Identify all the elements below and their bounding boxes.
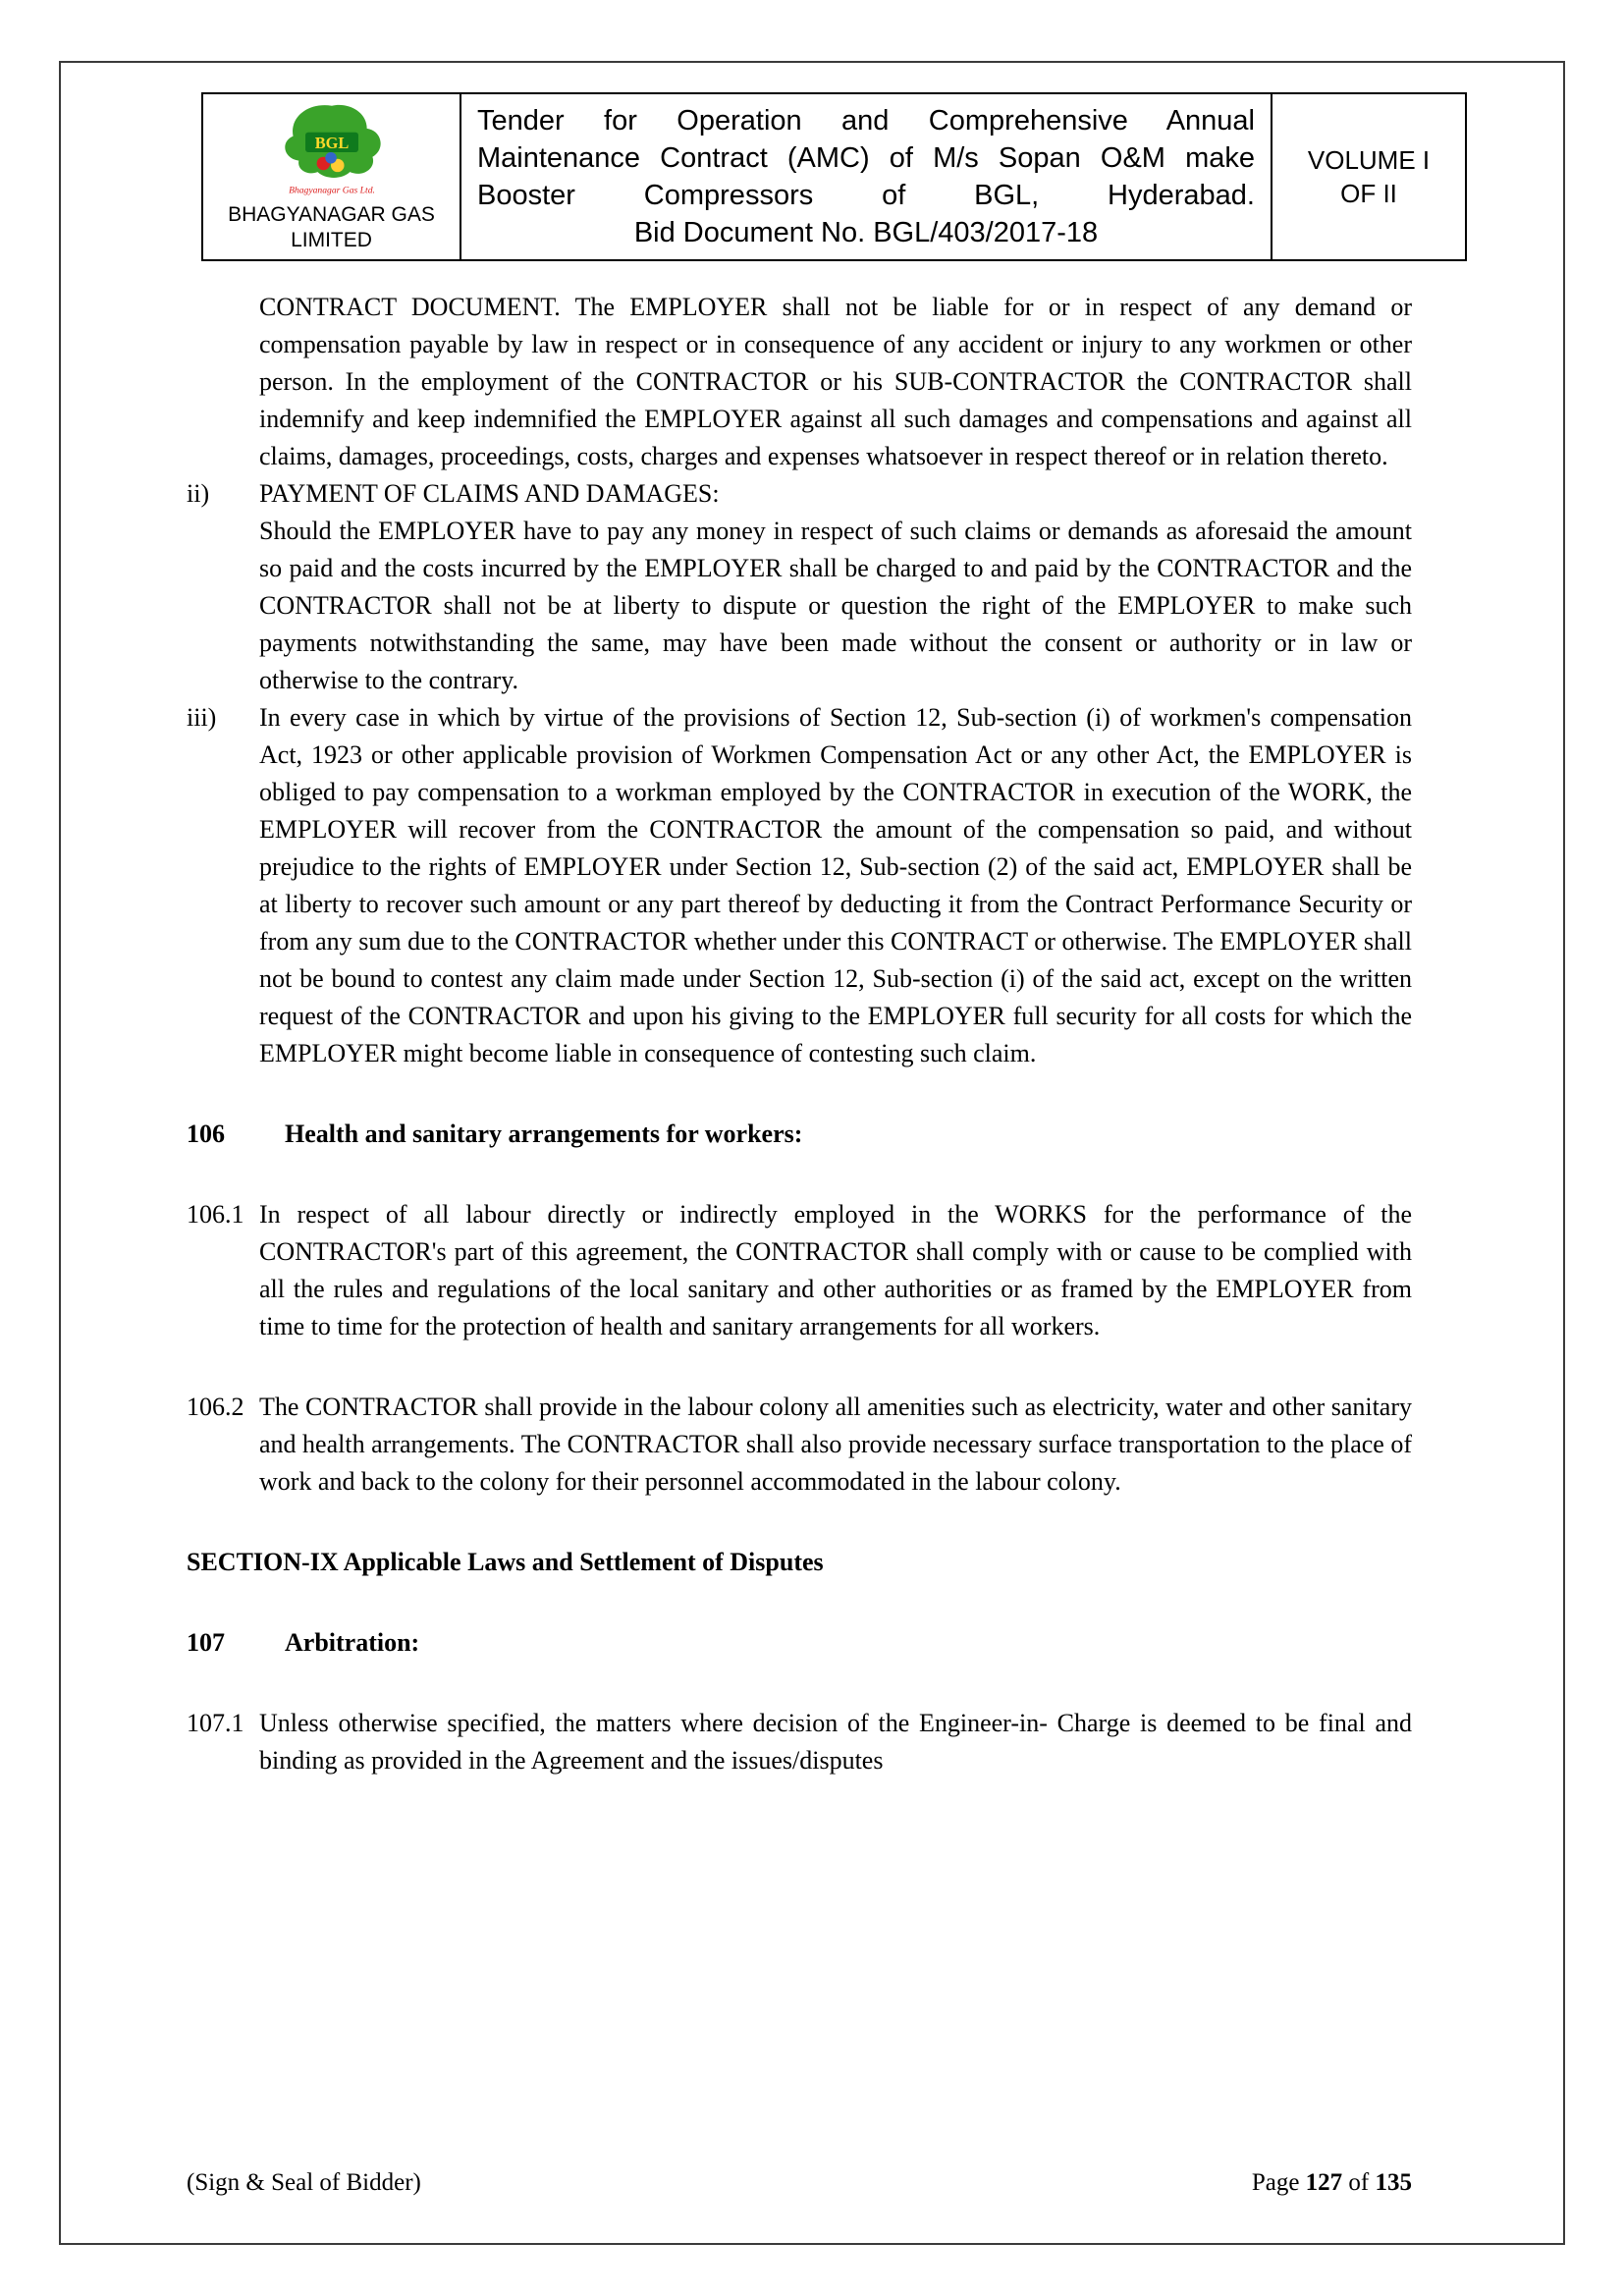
section-106-number: 106 — [187, 1120, 225, 1148]
payment-of-claims-heading: PAYMENT OF CLAIMS AND DAMAGES: — [259, 479, 720, 508]
tender-title: Tender for Operation and Comprehensive Annual Maintenance Contract (AMC) of M/s Sopan O&M make Booster Compressors of BGL, Hyderabad. — [477, 105, 1255, 211]
header-volume-cell — [1272, 94, 1465, 259]
document-body — [187, 289, 1412, 1779]
list-item-ii — [187, 475, 1412, 699]
volume-line-2: OF II — [1340, 179, 1397, 208]
section-106-title: Health and sanitary arrangements for workers: — [285, 1120, 803, 1148]
list-item-iii-label: iii) — [187, 703, 217, 732]
section-107-heading — [187, 1624, 1412, 1662]
list-item-ii-label: ii) — [187, 479, 210, 508]
paragraph-106-1-text: In respect of all labour directly or indirectly employed in the WORKS for the performance of the CONTRACTOR's part of this agreement, the CONTRACTOR shall comply with or cause to be complied with all the rules and regulations of the local sanitary and other authorities or as framed by the EMPLOYER from time to time for the protection of health and sanitary arrangements for all workers. — [259, 1200, 1412, 1340]
paragraph-106-2-label: 106.2 — [187, 1393, 244, 1421]
list-item-iii — [187, 699, 1412, 1072]
paragraph-106-1-label: 106.1 — [187, 1200, 244, 1229]
company-logo-icon — [269, 100, 395, 202]
logo-tagline: Bhagyanagar Gas Ltd. — [288, 185, 375, 196]
document-page — [59, 61, 1565, 2245]
paragraph-107-1-text: Unless otherwise specified, the matters where decision of the Engineer-in- Charge is deemed to be final and binding as provided in the Agreement and the issues/disputes — [259, 1709, 1412, 1775]
page-total: 135 — [1375, 2169, 1412, 2196]
header-logo-cell — [203, 94, 461, 259]
list-item-iii-text: In every case in which by virtue of the provisions of Section 12, Sub-section (i) of workmen's compensation Act, 1923 or other applicable provision of Workmen Compensation Act or any other Act, the EMPLOYER is obliged to pay compensation to a workman employed by the CONTRACTOR in execution of the WORK, the EMPLOYER will recover from the CONTRACTOR the amount of the compensation so paid, and without prejudice to the rights of EMPLOYER under Section 12, Sub-section (2) of the said act, EMPLOYER shall be at liberty to recover such amount or any part thereof by deducting it from the Contract Performance Security or from any sum due to the CONTRACTOR whether under this CONTRACT or otherwise. The EMPLOYER shall not be bound to contest any claim made under Section 12, Sub-section (i) of the said act, except on the written request of the CONTRACTOR and upon his giving to the EMPLOYER full security for all costs for which the EMPLOYER might become liable in consequence of contesting such claim. — [259, 703, 1412, 1067]
paragraph-106-1 — [187, 1196, 1412, 1345]
bid-document-number: Bid Document No. BGL/403/2017-18 — [633, 217, 1099, 248]
paragraph-106-2 — [187, 1389, 1412, 1501]
paragraph-107-1 — [187, 1705, 1412, 1779]
section-ix-heading: SECTION-IX Applicable Laws and Settlement of Disputes — [187, 1548, 824, 1576]
list-item-ii-text: Should the EMPLOYER have to pay any money in respect of such claims or demands as aforesaid the amount so paid and the costs incurred by the EMPLOYER shall be charged to and paid by the CONTRACTOR and the CONTRACTOR shall not be at liberty to dispute or question the right of the EMPLOYER to make such payments notwithstanding the same, may have been made without the consent or authority or in law or otherwise to the contrary. — [259, 517, 1412, 694]
paragraph-107-1-label: 107.1 — [187, 1709, 244, 1737]
document-header — [201, 92, 1467, 261]
page-current: 127 — [1305, 2169, 1343, 2196]
of-word: of — [1342, 2169, 1376, 2196]
section-106-heading — [187, 1116, 1412, 1153]
document-footer — [187, 2168, 1412, 2198]
volume-line-1: VOLUME I — [1307, 145, 1431, 175]
section-107-number: 107 — [187, 1628, 225, 1657]
sign-seal-note: (Sign & Seal of Bidder) — [187, 2169, 421, 2196]
page-word: Page — [1251, 2169, 1306, 2196]
header-title-cell — [461, 94, 1272, 259]
logo-acronym: BGL — [314, 134, 349, 153]
paragraph-106-2-text: The CONTRACTOR shall provide in the labour colony all amenities such as electricity, water and other sanitary and health arrangements. The CONTRACTOR shall also provide necessary surface transportation to the place of work and back to the colony for their personnel accommodated in the labour colony. — [259, 1393, 1412, 1496]
page-number — [1252, 2168, 1412, 2198]
company-name: BHAGYANAGAR GAS LIMITED — [228, 203, 435, 251]
paragraph-contract-document: CONTRACT DOCUMENT. The EMPLOYER shall not be liable for or in respect of any demand or compensation payable by law in respect or in consequence of any accident or injury to any workmen or other person. In the employment of the CONTRACTOR or his SUB-CONTRACTOR the CONTRACTOR shall indemnify and keep indemnified the EMPLOYER against all such damages and compensations and against all claims, damages, proceedings, costs, charges and expenses whatsoever in respect thereof or in relation thereto. — [259, 293, 1412, 470]
section-107-title: Arbitration: — [285, 1628, 420, 1657]
